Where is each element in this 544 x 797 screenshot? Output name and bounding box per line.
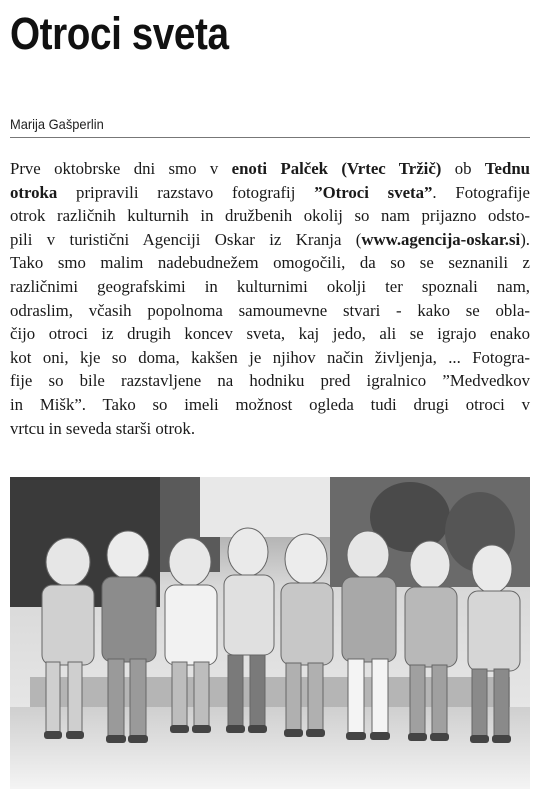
- body-line: Prve oktobrske dni smo v enoti Palček (Vrtec Tržič) ob Tednu: [10, 159, 530, 178]
- body-line: čijo otroci iz drugih koncev sveta, kaj jedo, ali se igrajo enako: [10, 324, 530, 344]
- body-line: otroka pripravili razstavo fotografij ”Otroci sveta”. Fotografije: [10, 182, 530, 202]
- article-author: Marija Gašperlin: [10, 116, 104, 132]
- group-photo-children-icon: [10, 477, 530, 789]
- group-photo: [10, 477, 530, 789]
- article-body: [10, 157, 530, 440]
- divider: [10, 137, 530, 138]
- body-line: različnimi geografskimi in kulturnimi okolji ter spoznali nam,: [10, 276, 530, 296]
- body-line: fije so bile razstavljene na hodniku pred igralnico ”Medvedkov: [10, 371, 530, 391]
- body-line: otrok različnih kulturnih in družbenih okolij so nam prijazno odsto-: [10, 206, 530, 226]
- body-line: Tako smo malim nadebudnežem omogočili, da so se seznanili z: [10, 253, 530, 273]
- body-line: pili v turistični Agenciji Oskar iz Kranja (www.agencija-oskar.si).: [10, 229, 530, 249]
- article-title: Otroci sveta: [10, 8, 229, 59]
- body-line: vrtcu in seveda starši otrok.: [10, 418, 196, 438]
- body-line: in Mišk”. Tako so imeli možnost ogleda tudi drugi otroci v: [10, 394, 530, 414]
- body-line: odraslim, včasih popolnoma samoumevne stvari - kako se obla-: [10, 300, 530, 320]
- body-line: kot oni, kje so doma, kakšen je njihov način življenja, ... Fotogra-: [10, 347, 530, 367]
